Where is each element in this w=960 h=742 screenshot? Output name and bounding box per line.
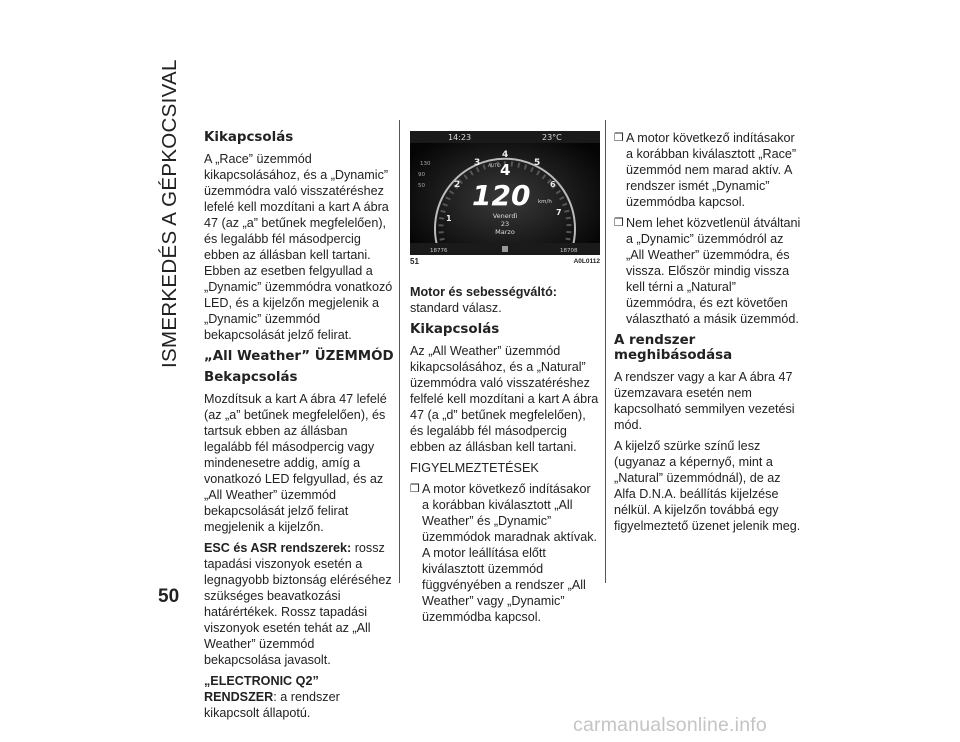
date-text: 23	[500, 220, 510, 228]
heading-kikapcsolas: Kikapcsolás	[204, 130, 294, 145]
middle-column	[410, 284, 600, 630]
body-text: standard válasz.	[410, 301, 502, 315]
speed-scale-mark: 50	[418, 183, 425, 189]
lead-text: ESC és ASR rendszerek:	[204, 541, 352, 555]
rpm-mark: 4	[502, 150, 509, 160]
odometer-left: 18776	[430, 248, 448, 254]
rpm-mark: 5	[534, 158, 541, 168]
clock-text: 14:23	[448, 133, 472, 142]
dna-mode-icon	[502, 246, 508, 252]
paragraph-esc-asr	[204, 540, 394, 668]
speed-unit: km/h	[538, 199, 552, 205]
watermark: carmanualsonline.info	[573, 714, 767, 736]
paragraph: A kijelző szürke színű lesz (ugyanaz a képernyő, mint a „Natural” üzemmódnál), de az Alfa D.N.A. beállítás kijelzése nélkül. A kijelzőn továbbá egy figyelmeztető üzenet jelenik meg.	[614, 439, 801, 533]
lead-text: Motor és sebességváltó:	[410, 285, 557, 299]
paragraph-q2	[204, 673, 394, 721]
figure-code: A0L0112	[573, 258, 600, 265]
list-item	[614, 130, 802, 210]
day-text: Venerdì	[492, 212, 518, 220]
rpm-mark: 1	[446, 214, 452, 223]
speed-readout: 120	[472, 179, 531, 212]
left-column	[204, 130, 394, 726]
outside-temp-text: 23°C	[542, 133, 562, 142]
right-column	[614, 130, 802, 539]
body-text: : a rendszer kikapcsolt állapotú.	[204, 690, 340, 720]
heading-bekapcsolas: Bekapcsolás	[204, 370, 298, 385]
speed-scale-mark: 130	[420, 161, 431, 167]
instrument-cluster-figure	[410, 131, 600, 255]
checkbox-bullet-icon: ❒	[614, 217, 624, 229]
list-item	[614, 215, 802, 327]
list-item-text: Nem lehet közvetlenül átváltani a „Dynamic” üzemmódról az „All Weather” üzemmódra, és vissza. Először mindig vissza kell térni a „Natural” üzemmódra, és ezt követően választható a másik üzemmód.	[626, 216, 801, 326]
month-text: Marzo	[495, 228, 515, 236]
speed-scale-mark: 90	[418, 172, 425, 178]
figure-number: 51	[410, 257, 419, 266]
checkbox-bullet-icon: ❒	[410, 483, 420, 495]
page-number: 50	[158, 586, 180, 607]
rpm-mark: 3	[474, 158, 481, 168]
paragraph: A „Race” üzemmód kikapcsolásához, és a „Dynamic” üzemmódra való visszatéréshez lefelé kell mozdítani a kart A ábra 47 (az „a” betűnek megfelelően), és legalább fél másodpercig ebben az állásban kell tartani. Ebben az esetben felgyullad a „Dynamic” üzemmódra vonatkozó LED, és a kijelzőn megjelenik a „Dynamic” üzemmód bekapcsolását jelző felirat.	[204, 152, 393, 342]
heading-all-weather: „All Weather” ÜZEMMÓD	[204, 349, 394, 364]
rpm-mark: 6	[550, 180, 556, 189]
gear-indicator: 4	[500, 161, 511, 179]
list-item	[410, 481, 600, 625]
rpm-mark: 2	[454, 180, 461, 190]
column-divider-1	[399, 120, 400, 583]
body-text: rossz tapadási viszonyok esetén a legnagyobb biztonság eléréséhez szükséges beavatkozási határértékek. Rossz tapadási viszonyok esetén tehát az „All Weather” üzemmód bekapcsolása javasolt.	[204, 541, 392, 667]
odometer-right: 18708	[560, 248, 578, 254]
warnings-heading: FIGYELMEZTETÉSEK	[410, 461, 539, 475]
gear-small-text: AUTO	[488, 164, 501, 169]
paragraph: Mozdítsuk a kart A ábra 47 lefelé (az „a” betűnek megfelelően), és tartsuk ebben az állásban legalább fél másodpercig vagy mindenesetre addig, amíg a vonatkozó LED felgyullad, és az „All Weather” üzemmód bekapcsolását jelző felirat megjelenik a kijelzőn.	[204, 392, 387, 534]
list-item-text: A motor következő indításakor a korábban kiválasztott „Race” üzemmód nem marad aktív. A rendszer ismét „Dynamic” üzemmódba kapcsol.	[626, 131, 797, 209]
checkbox-bullet-icon: ❒	[614, 132, 624, 144]
paragraph-engine	[410, 284, 600, 316]
list-item-text: A motor következő indításakor a korábban kiválasztott „All Weather” és „Dynamic” üzemmódok maradnak aktívak. A motor leállítása előtt kiválasztott üzemmód függvényében a rendszer „All Weather” vagy „Dynamic” üzemmódba kapcsol.	[422, 482, 597, 624]
column-divider-2	[605, 120, 606, 583]
figure-caption-row	[410, 257, 600, 269]
lead-text: „ELECTRONIC Q2” RENDSZER	[204, 674, 319, 704]
heading-kikapcsolas-2: Kikapcsolás	[410, 322, 500, 337]
heading-malfunction: A rendszer meghibásodása	[614, 333, 733, 363]
rpm-mark: 7	[556, 208, 562, 217]
paragraph: A rendszer vagy a kar A ábra 47 üzemzavara esetén nem kapcsolható semmilyen vezetési mód.	[614, 370, 795, 432]
chapter-side-title: ISMERKEDÉS A GÉPKOCSIVAL	[158, 59, 181, 368]
paragraph: Az „All Weather” üzemmód kikapcsolásához, és a „Natural” üzemmódra való visszatéréshez felfelé kell mozdítani a kart A ábra 47 (a „d” betűnek megfelelően), és legalább fél másodpercig ebben az állásban kell tartani.	[410, 344, 599, 454]
